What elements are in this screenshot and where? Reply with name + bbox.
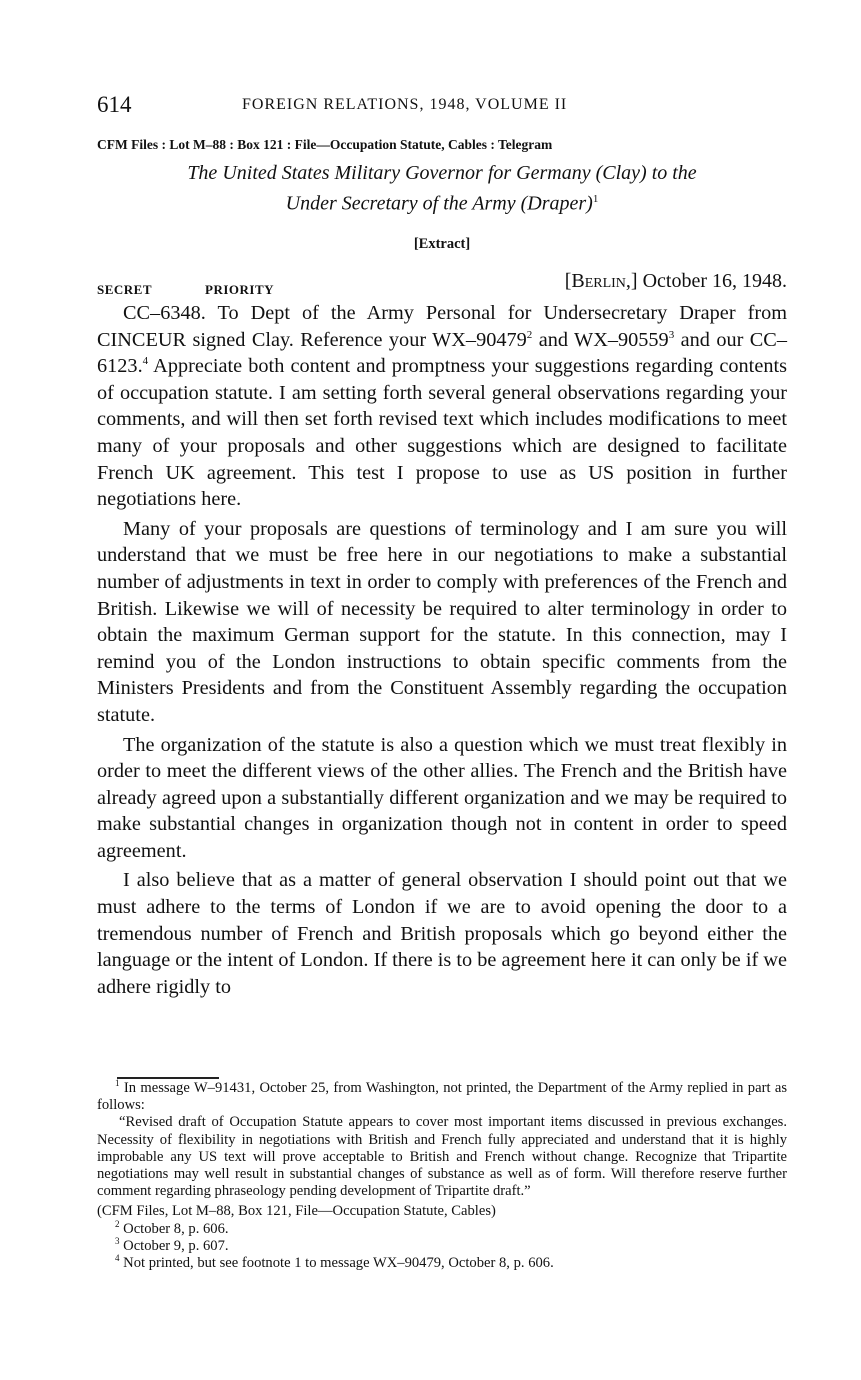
paragraph-1-text-b: and WX–90559	[532, 328, 669, 351]
footnotes	[97, 1080, 787, 1272]
classification-label: SECRET	[97, 282, 153, 297]
priority-label: PRIORITY	[205, 282, 275, 297]
running-head: FOREIGN RELATIONS, 1948, VOLUME II	[242, 96, 568, 113]
page-number: 614	[97, 92, 132, 117]
file-reference: CFM Files : Lot M–88 : Box 121 : File—Occupation Statute, Cables : Telegram	[97, 137, 553, 152]
footnote-mark: 4	[115, 1253, 120, 1264]
footnote-mark: 2	[526, 328, 533, 341]
paragraph-1-text-a: CC–6348. To Dept of the Army Personal for Undersecretary Draper from CINCEUR signed Clay. Reference your WX–90479	[97, 302, 787, 351]
title-line-2-text: Under Secretary of the Army (Draper)	[285, 192, 593, 215]
paragraph-1-text-c: and our CC–6123.	[97, 328, 787, 378]
paragraph-2: Many of your proposals are questions of terminology and I am sure you will understand that we must be free here in our negotiations to make a substantial number of adjustments in text in order to comply with preferences of the French and British. Likewise we will of necessity be required to alter terminology in order to obtain the maximum German support for the statute. In this connection, may I remind you of the London instructions to obtain specific comments from the Ministers Presidents and from the Constituent Assembly regarding the occupation statute.	[97, 517, 787, 726]
footnote-3-text: October 9, p. 607.	[123, 1237, 229, 1254]
dateline	[565, 270, 787, 293]
footnote-mark: 2	[115, 1218, 120, 1229]
footnote-mark: 4	[142, 355, 149, 368]
page-header	[97, 92, 787, 122]
dateline-date: October 16, 1948.	[642, 270, 787, 292]
footnote-mark: 3	[668, 328, 675, 341]
footnote-divider	[117, 1077, 219, 1079]
footnote-1-text: In message W–91431, October 25, from Washington, not printed, the Department of the Army replied in part as follows:	[97, 1080, 787, 1114]
footnote-2-text: October 8, p. 606.	[123, 1220, 229, 1237]
paragraph-4: I also believe that as a matter of general observation I should point out that we must adhere to the terms of London if we are to avoid opening the door to a tremendous number of French and British proposals which go beyond either the language or the intent of London. If there is to be agreement here it can only be if we adhere rigidly to	[97, 869, 787, 998]
extract-label: [Extract]	[413, 236, 471, 252]
footnote-mark: 3	[115, 1235, 120, 1246]
footnote-mark: 1	[115, 1078, 120, 1089]
paragraph-3: The organization of the statute is also a question which we must treat flexibly in order to meet the different views of the other allies. The French and the British have already agreed upon a substantially different organization and we may be required to make substantial changes in organization though not in content in order to speed agreement.	[97, 733, 787, 862]
footnote-4-text: Not printed, but see footnote 1 to message WX–90479, October 8, p. 606.	[123, 1255, 554, 1272]
footnote-1-citation: (CFM Files, Lot M–88, Box 121, File—Occupation Statute, Cables)	[97, 1203, 496, 1220]
title-line-1: The United States Military Governor for Germany (Clay) to the	[187, 162, 697, 184]
paragraph-1	[97, 300, 787, 513]
classification-line	[97, 270, 787, 298]
footnote-3	[97, 1235, 787, 1255]
paragraph-1-text-d: Appreciate both content and promptness your suggestions regarding contents of occupation statute. I am setting forth several general observations regarding your comments, and will then set forth revised text which includes modifications to meet many of your proposals and other suggestions which are designed to facilitate French UK agreement. This test I propose to use as US position in further negotiations here.	[97, 355, 787, 511]
document-title	[97, 160, 787, 217]
footnote-4	[97, 1255, 787, 1272]
telegram-body	[97, 300, 787, 1003]
dateline-place: [Berlin,]	[564, 270, 638, 292]
footnote-mark: 1	[592, 193, 599, 205]
footnote-1-quote: “Revised draft of Occupation Statute appears to cover most important items discussed in previous exchanges. Necessity of flexibility in negotiations with British and French fully appreciated and understand that it is highly improbable any US text will prove acceptable to British and French without change. Recognize that Tripartite negotiations may well result in substantial changes of substance as well as of form. Will therefore reserve further comment regarding phraseology pending development of Tripartite draft.”	[97, 1114, 787, 1200]
title-line-2	[97, 186, 787, 217]
footnote-2	[97, 1218, 787, 1238]
footnote-1	[97, 1080, 787, 1114]
